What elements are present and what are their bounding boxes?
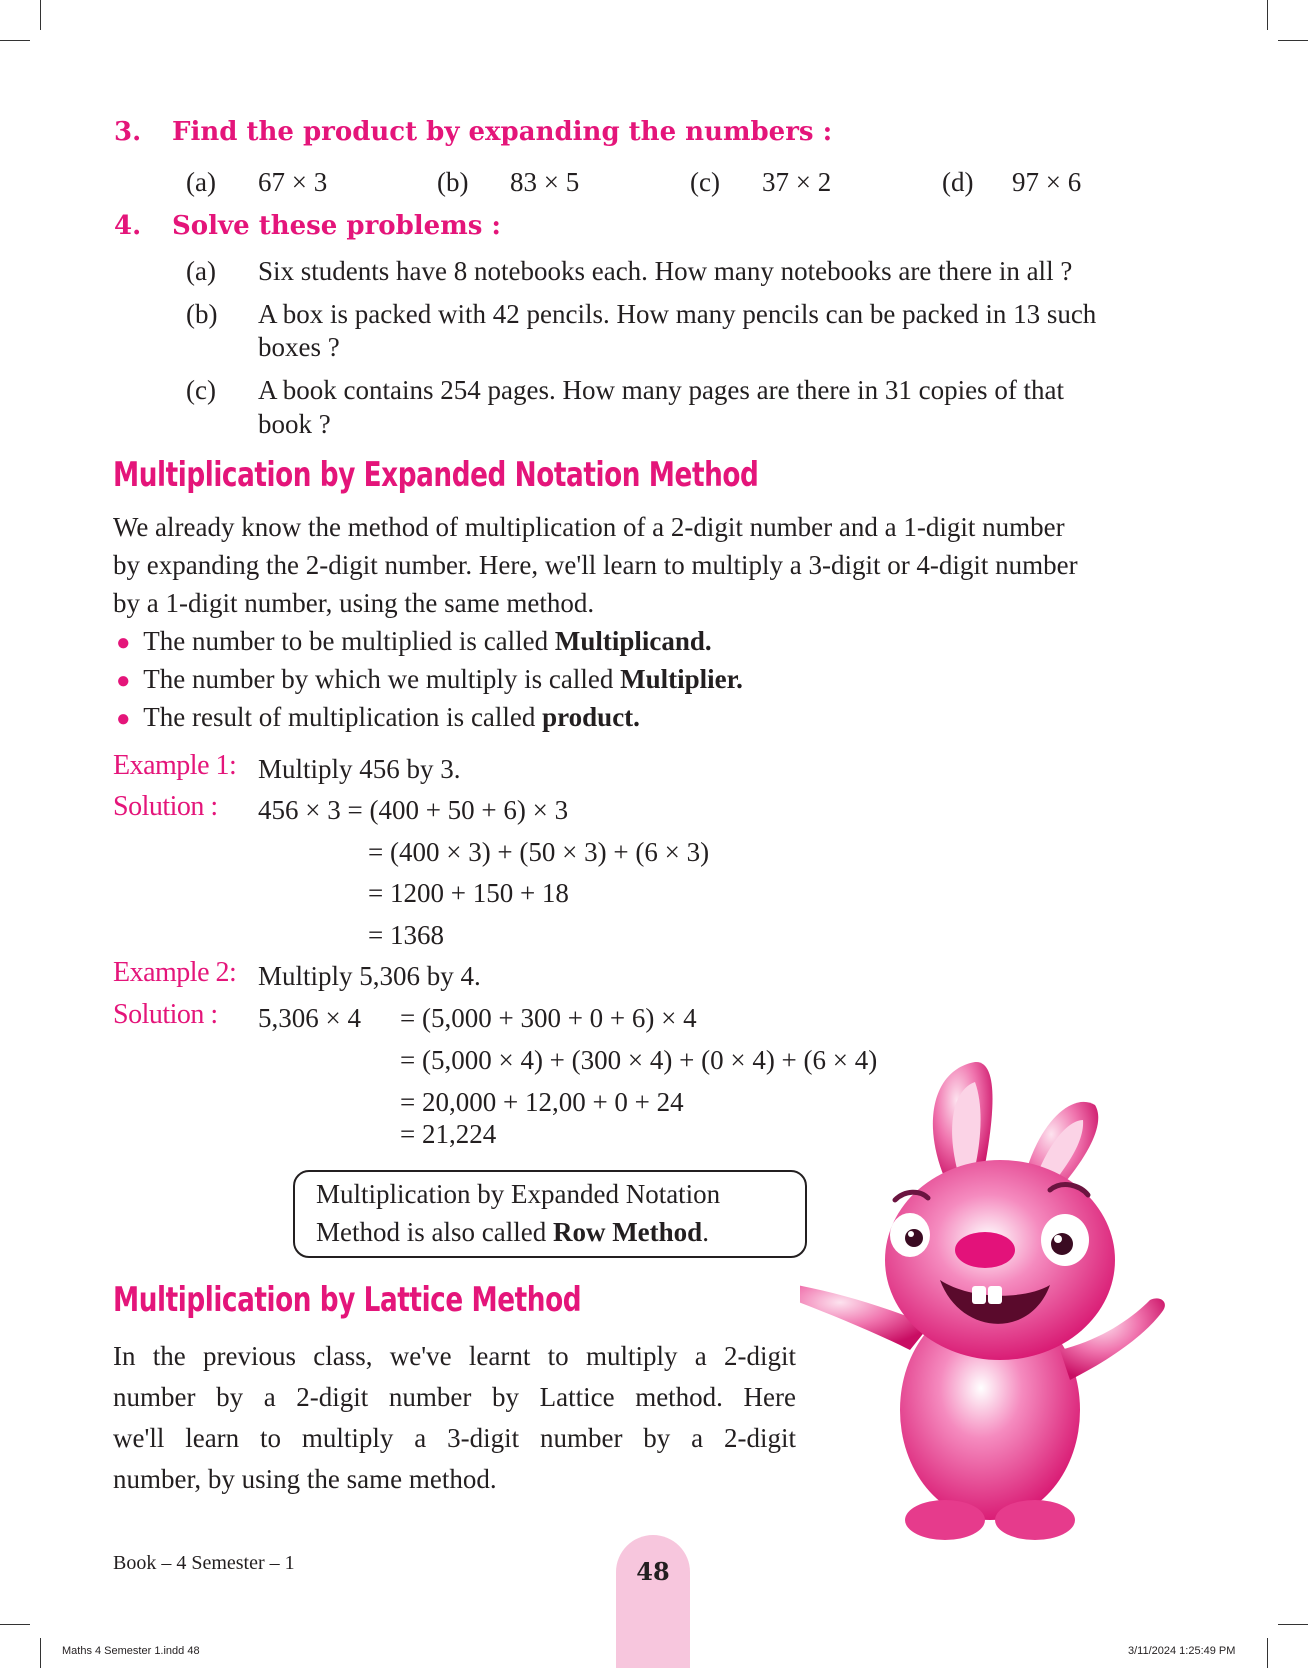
solution-label: Solution : xyxy=(113,791,218,822)
bunny-mascot-illustration xyxy=(800,1050,1200,1540)
bullet-dot: ● xyxy=(116,668,131,694)
q3-number: 3. xyxy=(114,117,142,147)
bullet-text: The number by which we multiply is called xyxy=(143,664,621,694)
note-line: Multiplication by Expanded Notation xyxy=(316,1179,721,1209)
q3-item-expr: 97 × 6 xyxy=(1012,167,1082,197)
q4-item-line: book ? xyxy=(258,409,331,439)
bullet-bold: Multiplicand. xyxy=(554,626,712,656)
section-heading: Multiplication by Lattice Method xyxy=(113,1280,582,1320)
bullet-text: The number to be multiplied is called xyxy=(143,626,555,656)
slug-left: Maths 4 Semester 1.indd 48 xyxy=(62,1645,200,1657)
bullet-dot: ● xyxy=(116,706,131,732)
crop-mark xyxy=(1267,0,1268,30)
q3-item-label: (c) xyxy=(690,167,720,197)
q3-item-label: (d) xyxy=(942,167,974,197)
bullet-item xyxy=(116,622,712,662)
bullet-item xyxy=(116,660,743,700)
bullet-text: The result of multiplication is called xyxy=(143,702,543,732)
q4-number: 4. xyxy=(114,211,142,241)
solution-lhs: 5,306 × 4 xyxy=(258,1003,361,1033)
q4-item-label: (b) xyxy=(186,299,218,329)
q4-item-label: (a) xyxy=(186,256,216,286)
note-text: Method is also called xyxy=(316,1217,553,1247)
paragraph-line: In the previous class, we've learnt to multiply a 2-digit xyxy=(113,1341,796,1371)
q4-item-label: (c) xyxy=(186,375,216,405)
solution-line: = 1368 xyxy=(368,920,444,950)
solution-line: = 20,000 + 12,00 + 0 + 24 xyxy=(400,1087,684,1117)
page-number: 48 xyxy=(636,1557,670,1586)
page-number-tab xyxy=(616,1535,690,1668)
q3-item-label: (a) xyxy=(186,167,216,197)
q4-item-line: boxes ? xyxy=(258,332,340,362)
solution-line: 456 × 3 = (400 + 50 + 6) × 3 xyxy=(258,795,569,825)
bullet-bold: product. xyxy=(542,702,640,732)
solution-label: Solution : xyxy=(113,999,218,1030)
footer-book-info: Book – 4 Semester – 1 xyxy=(113,1552,295,1574)
crop-mark xyxy=(40,1638,41,1668)
example-label: Example 1: xyxy=(113,750,237,781)
example-question: Multiply 456 by 3. xyxy=(258,754,461,784)
crop-mark xyxy=(1267,1638,1268,1668)
paragraph-line: by a 1-digit number, using the same method. xyxy=(113,588,595,618)
note-bold: Row Method xyxy=(552,1217,703,1247)
q3-item-expr: 67 × 3 xyxy=(258,167,328,197)
note-line xyxy=(316,1213,709,1251)
q3-title: Find the product by expanding the numbers : xyxy=(172,117,833,147)
solution-line: = 21,224 xyxy=(400,1119,497,1149)
solution-line: = (5,000 × 4) + (300 × 4) + (0 × 4) + (6 × 4) xyxy=(400,1045,878,1075)
paragraph-line: we'll learn to multiply a 3-digit number by a 2-digit xyxy=(113,1423,796,1453)
crop-mark xyxy=(1278,40,1308,41)
paragraph-line: We already know the method of multiplication of a 2-digit number and a 1-digit number xyxy=(113,512,1065,542)
q4-item-line: A box is packed with 42 pencils. How many pencils can be packed in 13 such xyxy=(258,299,1097,329)
q4-title: Solve these problems : xyxy=(172,211,501,241)
q4-item-line: A book contains 254 pages. How many pages are there in 31 copies of that xyxy=(258,375,1065,405)
section-heading: Multiplication by Expanded Notation Method xyxy=(113,455,759,495)
crop-mark xyxy=(0,1624,30,1625)
paragraph-line: by expanding the 2-digit number. Here, we'll learn to multiply a 3-digit or 4-digit number xyxy=(113,550,1078,580)
crop-mark xyxy=(40,0,41,30)
crop-mark xyxy=(0,40,30,41)
example-label: Example 2: xyxy=(113,957,237,988)
crop-mark xyxy=(1278,1624,1308,1625)
q3-item-expr: 37 × 2 xyxy=(762,167,832,197)
q3-item-expr: 83 × 5 xyxy=(510,167,580,197)
bullet-dot: ● xyxy=(116,630,131,656)
paragraph-line: number, by using the same method. xyxy=(113,1464,497,1494)
bullet-item xyxy=(116,698,640,738)
solution-line: = (5,000 + 300 + 0 + 6) × 4 xyxy=(400,1003,697,1033)
paragraph-line: number by a 2-digit number by Lattice method. Here xyxy=(113,1382,796,1412)
bullet-bold: Multiplier. xyxy=(620,664,743,694)
slug-right: 3/11/2024 1:25:49 PM xyxy=(1128,1645,1236,1657)
note-text: . xyxy=(702,1217,709,1247)
solution-line: = 1200 + 150 + 18 xyxy=(368,878,569,908)
q3-item-label: (b) xyxy=(437,167,469,197)
solution-line: = (400 × 3) + (50 × 3) + (6 × 3) xyxy=(368,837,710,867)
q4-item-line: Six students have 8 notebooks each. How many notebooks are there in all ? xyxy=(258,256,1073,286)
example-question: Multiply 5,306 by 4. xyxy=(258,961,481,991)
